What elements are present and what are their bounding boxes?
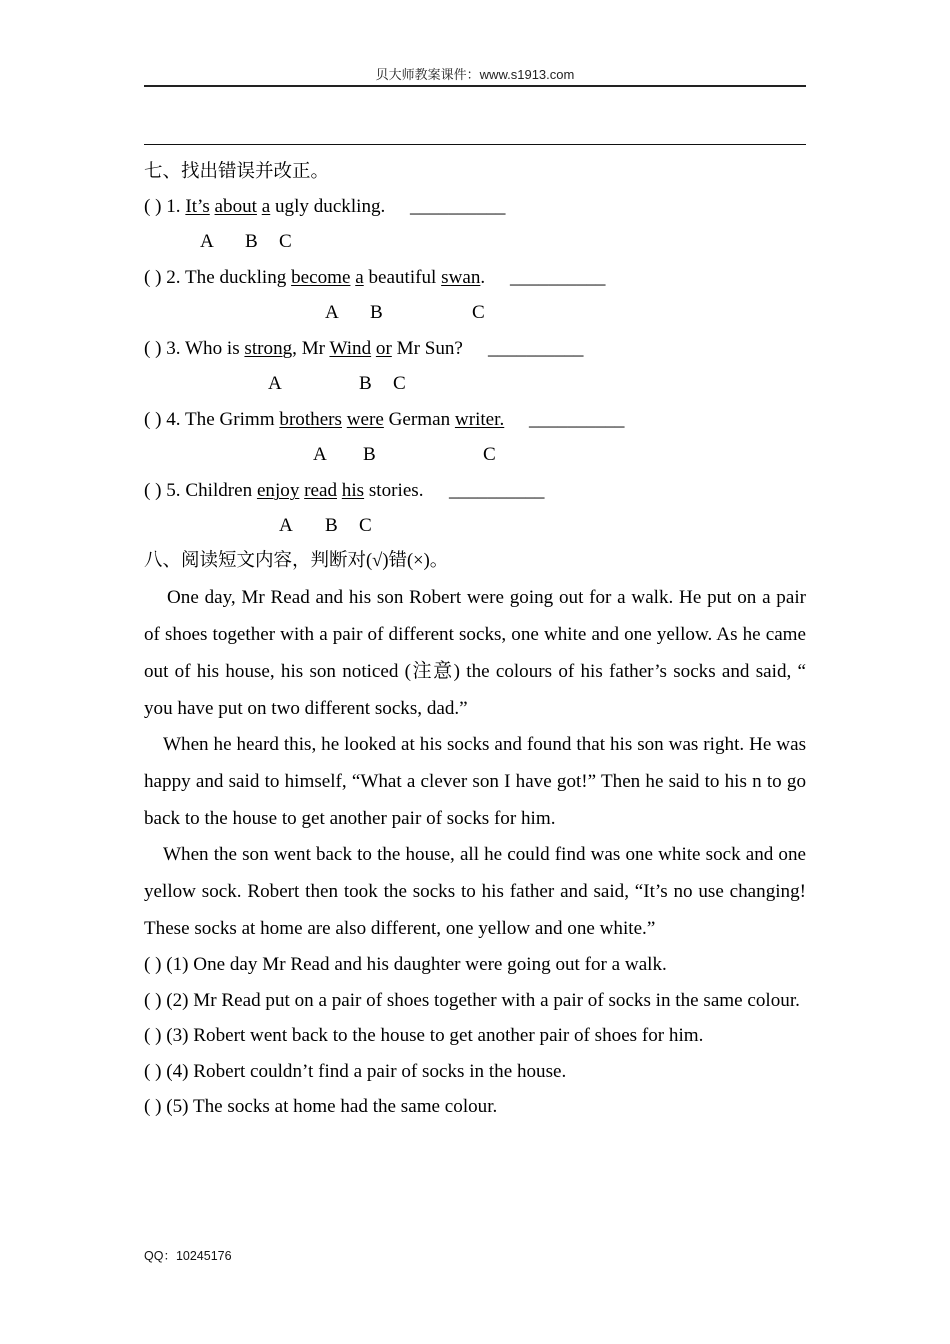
option-label-b: B (245, 231, 258, 252)
error-item-5 (144, 480, 424, 502)
underlined-b: read (304, 480, 338, 501)
underlined-a: enjoy (256, 480, 300, 501)
underlined-b: about (214, 196, 257, 217)
option-label-c: C (472, 302, 485, 323)
underlined-c: or (375, 338, 392, 359)
underlined-c: a (261, 196, 271, 217)
answer-line (144, 144, 806, 145)
underlined-c: swan (441, 267, 481, 288)
underlined-a: strong (244, 338, 293, 359)
judge-question-4: ( ) (4) Robert couldn’t find a pair of socks in the house. (144, 1061, 567, 1082)
item-text: ugly duckling. (270, 196, 386, 217)
page-footer: QQ：10245176 (144, 1249, 232, 1263)
option-label-c: C (279, 231, 292, 252)
header-rule (144, 85, 806, 87)
option-label-b: B (325, 515, 338, 536)
underlined-c: writer. (454, 409, 505, 430)
passage-line: of shoes together with a pair of different socks, one white and one yellow. As he came (144, 624, 806, 645)
passage-line: These socks at home are also different, one yellow and one white.” (144, 918, 656, 939)
error-item-1 (144, 196, 385, 218)
option-label-c: C (393, 373, 406, 394)
item-text: ( ) 2. The duckling (144, 267, 292, 288)
item-text: , Mr (292, 338, 330, 359)
judge-question-2: ( ) (2) Mr Read put on a pair of shoes together with a pair of socks in the same colour. (144, 990, 800, 1011)
option-label-b: B (363, 444, 376, 465)
underlined-b: Wind (329, 338, 372, 359)
option-label-b: B (359, 373, 372, 394)
judge-question-5: ( ) (5) The socks at home had the same colour. (144, 1096, 498, 1117)
judge-question-1: ( ) (1) One day Mr Read and his daughter were going out for a walk. (144, 954, 667, 975)
item-text: German (383, 409, 455, 430)
item-text: . (480, 267, 486, 288)
option-label-a: A (279, 515, 293, 536)
judge-question-3: ( ) (3) Robert went back to the house to get another pair of shoes for him. (144, 1025, 704, 1046)
underlined-a: It’s (185, 196, 210, 217)
passage-line: you have put on two different socks, dad.” (144, 698, 468, 719)
passage-line: out of his house, his son noticed (注意) the colours of his father’s socks and said, “ (144, 661, 806, 682)
error-item-3 (144, 338, 463, 360)
error-item-4 (144, 409, 504, 431)
option-label-a: A (325, 302, 339, 323)
section8-title: 八、阅读短文内容，判断对(√)错(×)。 (144, 551, 449, 571)
answer-blank-3: __________ (488, 338, 584, 359)
item-text: beautiful (363, 267, 442, 288)
item-text: ( ) 5. Children (144, 480, 257, 501)
passage-line: One day, Mr Read and his son Robert were going out for a walk. He put on a pair (167, 587, 806, 608)
answer-blank-1: __________ (410, 196, 506, 217)
passage-line: happy and said to himself, “What a clever son I have got!” Then he said to his n to go (144, 771, 806, 792)
underlined-a: become (291, 267, 351, 288)
option-label-a: A (313, 444, 327, 465)
item-text: ( ) 3. Who is (144, 338, 245, 359)
item-text: ( ) 1. (144, 196, 186, 217)
answer-blank-5: __________ (449, 480, 545, 501)
page-header: 贝大师教案课件：www.s1913.com (375, 67, 575, 82)
error-item-2 (144, 267, 485, 289)
underlined-c: his (341, 480, 365, 501)
option-label-c: C (483, 444, 496, 465)
item-text: stories. (364, 480, 424, 501)
answer-blank-2: __________ (510, 267, 606, 288)
underlined-b: were (346, 409, 384, 430)
section7-title: 七、找出错误并改正。 (144, 162, 330, 182)
item-text: ( ) 4. The Grimm (144, 409, 280, 430)
underlined-b: a (355, 267, 364, 288)
passage-line: back to the house to get another pair of socks for him. (144, 808, 556, 829)
passage-line: When the son went back to the house, all he could find was one white sock and one (163, 844, 806, 865)
passage-line: When he heard this, he looked at his socks and found that his son was right. He was (163, 734, 806, 755)
option-label-a: A (268, 373, 282, 394)
answer-blank-4: __________ (529, 409, 625, 430)
passage-line: yellow sock. Robert then took the socks to his father and said, “It’s no use changing! (144, 881, 806, 902)
option-label-c: C (359, 515, 372, 536)
item-text: Mr Sun? (391, 338, 463, 359)
underlined-a: brothers (279, 409, 342, 430)
option-label-a: A (200, 231, 214, 252)
option-label-b: B (370, 302, 383, 323)
